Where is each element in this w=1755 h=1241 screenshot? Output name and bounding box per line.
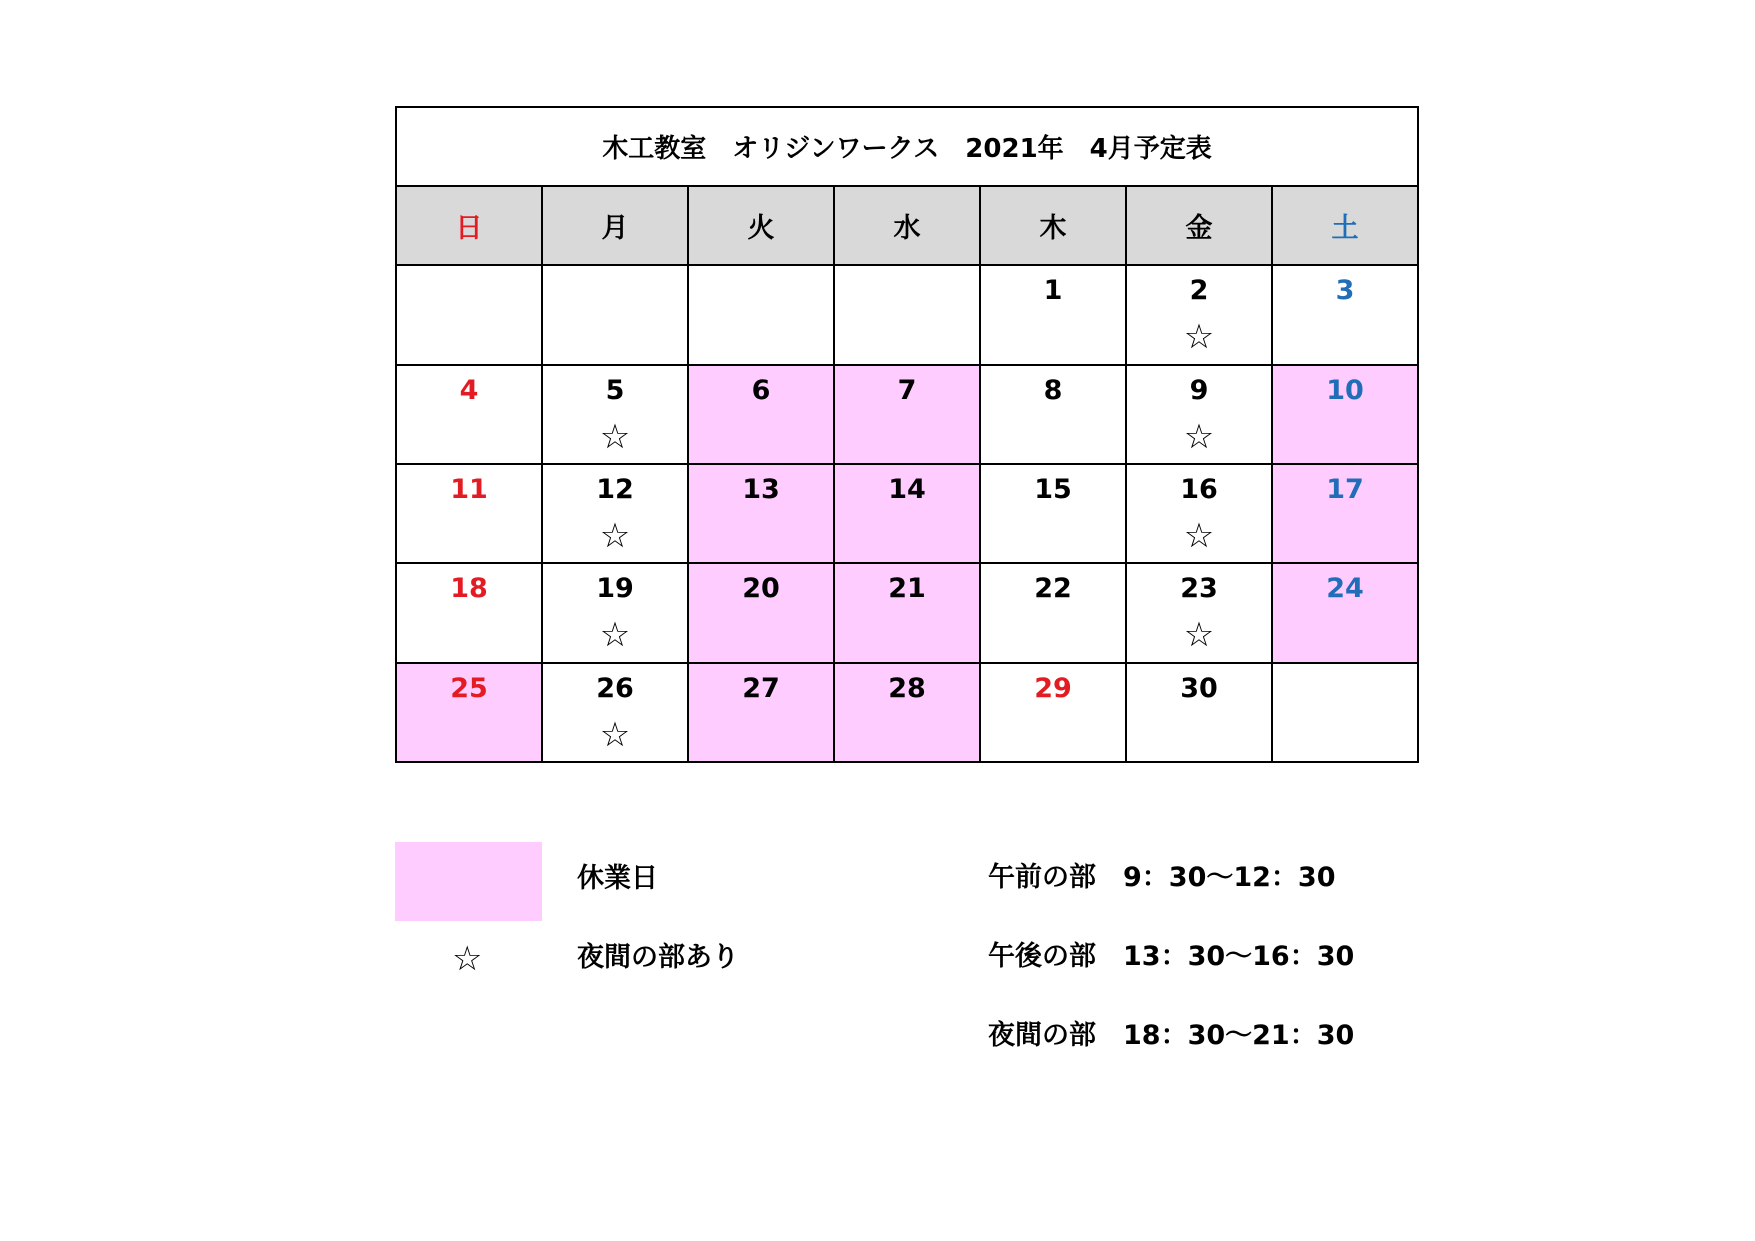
day-number [1273, 674, 1417, 704]
day-number: 29 [1034, 672, 1072, 704]
day-number: 24 [1326, 573, 1364, 605]
calendar-day-13 [688, 464, 834, 563]
calendar-empty-cell [834, 265, 980, 364]
calendar-day-30 [1126, 663, 1272, 762]
calendar-week-row [396, 265, 1418, 364]
day-number: 7 [897, 374, 917, 406]
weekday-sunday: 日 [396, 186, 542, 265]
calendar-table [395, 106, 1419, 763]
calendar-day-4 [396, 365, 542, 464]
evening-star-icon: ☆ [1183, 615, 1215, 656]
calendar-day-25 [396, 663, 542, 762]
weekday-wednesday: 水 [834, 186, 980, 265]
day-number: 30 [1180, 672, 1218, 704]
legend-closed-swatch [395, 842, 542, 921]
day-number: 2 [1189, 275, 1209, 307]
legend-closed-label: 休業日 [577, 863, 658, 894]
evening-star-icon: ☆ [1183, 416, 1215, 457]
day-number: 12 [596, 474, 634, 506]
calendar-day-24 [1272, 563, 1418, 662]
calendar-week-row [396, 365, 1418, 464]
calendar-day-9 [1126, 365, 1272, 464]
calendar-day-19 [542, 563, 688, 662]
day-number: 9 [1189, 374, 1209, 406]
day-number [543, 276, 687, 306]
day-number: 8 [1043, 374, 1063, 406]
calendar-day-16 [1126, 464, 1272, 563]
day-number: 20 [742, 573, 780, 605]
weekday-monday: 月 [542, 186, 688, 265]
day-number: 21 [888, 573, 926, 605]
day-number: 11 [450, 474, 488, 506]
schedule-morning: 午前の部 9：30～12：30 [988, 862, 1336, 893]
day-number: 15 [1034, 474, 1072, 506]
legend-star-icon: ☆ [452, 939, 483, 979]
day-number: 1 [1043, 275, 1063, 307]
calendar-day-29 [980, 663, 1126, 762]
evening-star-icon: ☆ [1183, 317, 1215, 358]
calendar-day-28 [834, 663, 980, 762]
day-number: 6 [751, 374, 771, 406]
calendar-empty-cell [688, 265, 834, 364]
calendar-week-row [396, 663, 1418, 762]
day-number: 23 [1180, 573, 1218, 605]
calendar-empty-cell [542, 265, 688, 364]
calendar-day-7 [834, 365, 980, 464]
evening-star-icon: ☆ [1183, 516, 1215, 557]
weekday-header-row [396, 186, 1418, 265]
weekday-thursday: 木 [980, 186, 1126, 265]
calendar-day-12 [542, 464, 688, 563]
day-number: 26 [596, 672, 634, 704]
day-number: 10 [1326, 374, 1364, 406]
day-number [397, 276, 541, 306]
calendar-day-23 [1126, 563, 1272, 662]
weekday-saturday: 土 [1272, 186, 1418, 265]
day-number: 25 [450, 672, 488, 704]
weekday-friday: 金 [1126, 186, 1272, 265]
weekday-tuesday: 火 [688, 186, 834, 265]
calendar-day-3 [1272, 265, 1418, 364]
calendar-day-14 [834, 464, 980, 563]
calendar-day-8 [980, 365, 1126, 464]
day-number: 14 [888, 474, 926, 506]
calendar-day-17 [1272, 464, 1418, 563]
day-number: 19 [596, 573, 634, 605]
day-number: 5 [605, 374, 625, 406]
schedule-afternoon: 午後の部 13：30～16：30 [988, 941, 1355, 972]
calendar-day-20 [688, 563, 834, 662]
evening-star-icon: ☆ [599, 516, 631, 557]
calendar-empty-cell [396, 265, 542, 364]
day-number: 16 [1180, 474, 1218, 506]
calendar-title: 木工教室 オリジンワークス 2021年 4月予定表 [396, 107, 1418, 186]
schedule-evening: 夜間の部 18：30～21：30 [988, 1020, 1355, 1051]
calendar-day-21 [834, 563, 980, 662]
day-number: 3 [1335, 275, 1355, 307]
evening-star-icon: ☆ [599, 714, 631, 755]
day-number: 22 [1034, 573, 1072, 605]
evening-star-icon: ☆ [599, 416, 631, 457]
calendar-week-row [396, 563, 1418, 662]
day-number: 13 [742, 474, 780, 506]
day-number: 4 [459, 374, 479, 406]
calendar-day-18 [396, 563, 542, 662]
calendar-day-10 [1272, 365, 1418, 464]
legend-star-label: 夜間の部あり [577, 942, 739, 973]
calendar-day-26 [542, 663, 688, 762]
day-number: 18 [450, 573, 488, 605]
evening-star-icon: ☆ [599, 615, 631, 656]
calendar-day-5 [542, 365, 688, 464]
day-number [689, 276, 833, 306]
day-number [835, 276, 979, 306]
day-number: 28 [888, 672, 926, 704]
calendar-day-2 [1126, 265, 1272, 364]
calendar-week-row [396, 464, 1418, 563]
calendar-day-27 [688, 663, 834, 762]
calendar-day-15 [980, 464, 1126, 563]
calendar-day-11 [396, 464, 542, 563]
calendar-day-22 [980, 563, 1126, 662]
calendar-day-1 [980, 265, 1126, 364]
day-number: 27 [742, 672, 780, 704]
day-number: 17 [1326, 474, 1364, 506]
calendar-day-6 [688, 365, 834, 464]
calendar-empty-cell [1272, 663, 1418, 762]
